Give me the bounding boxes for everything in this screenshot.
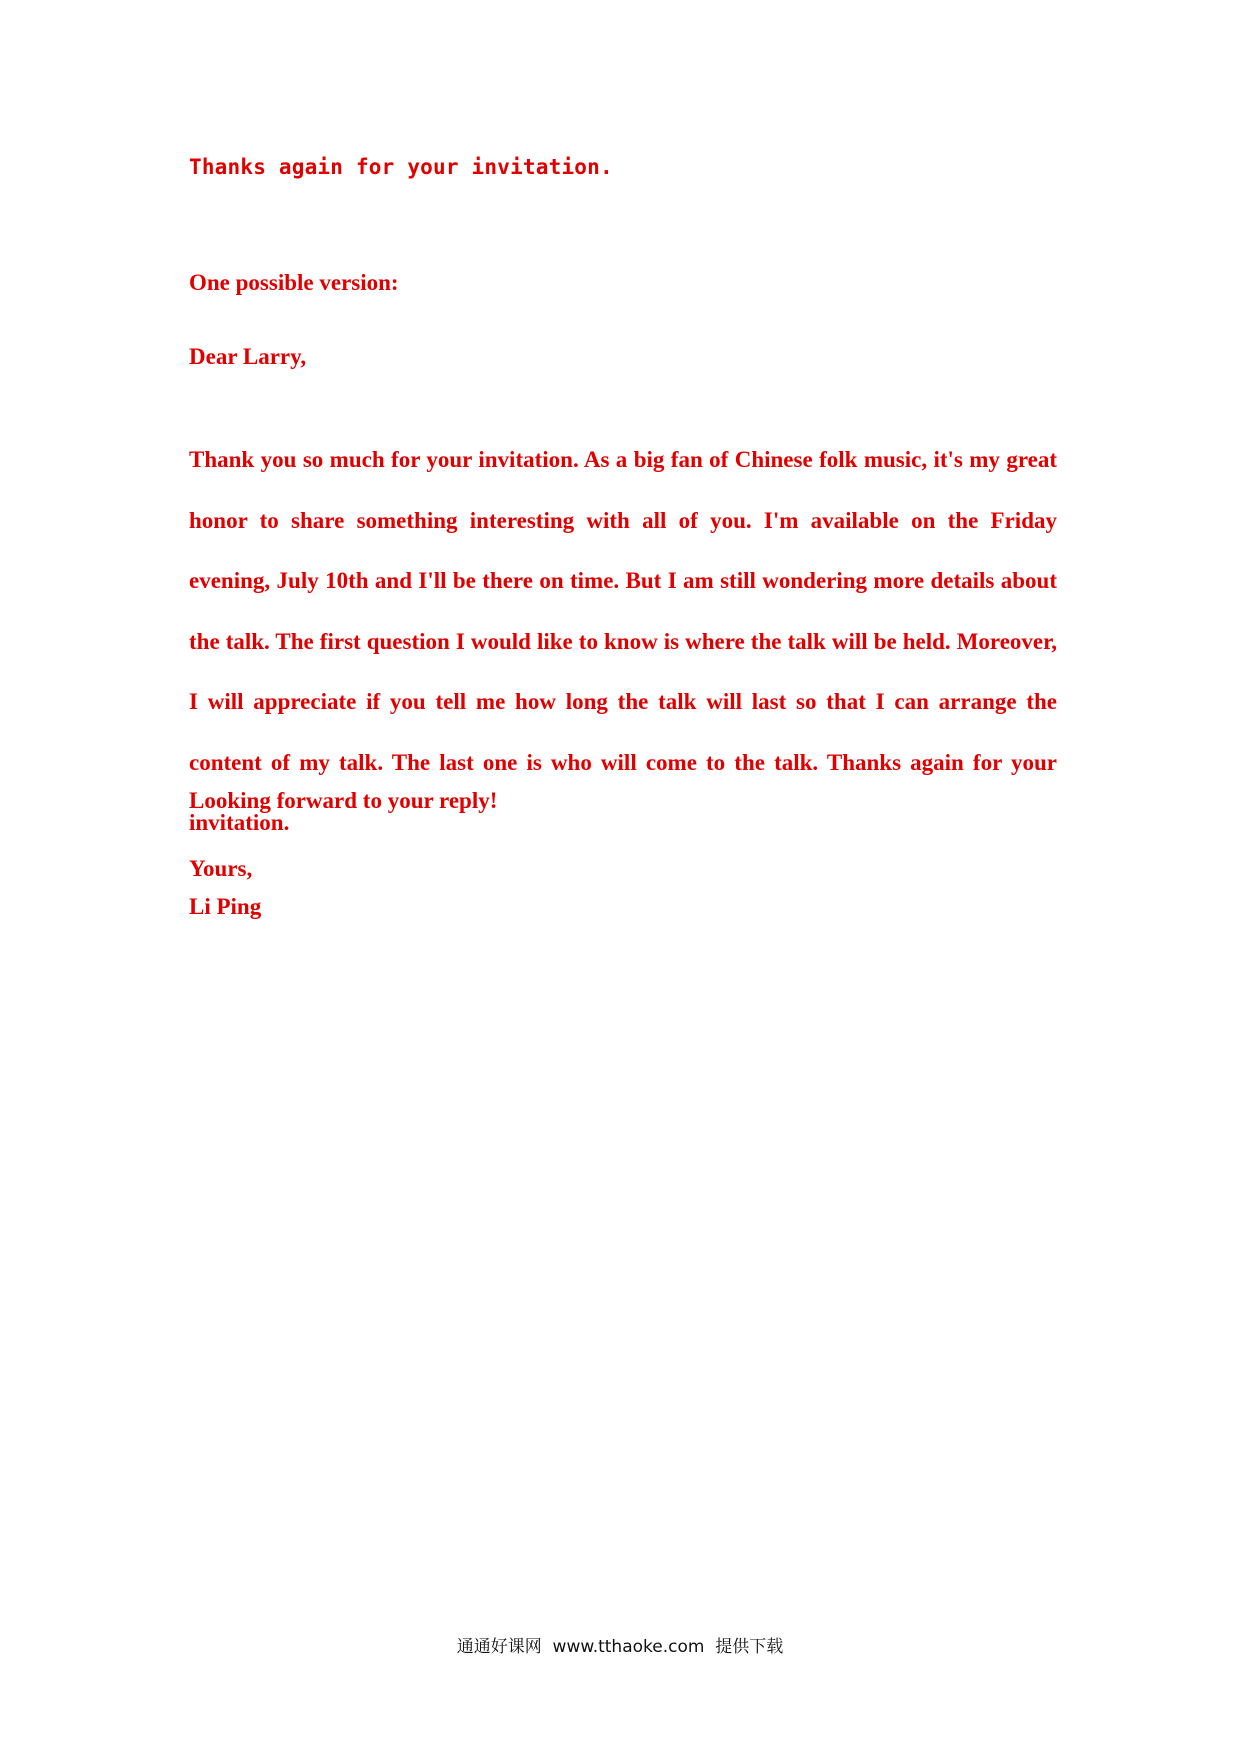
version-heading: One possible version: [189, 270, 399, 295]
letter-signature: Li Ping [189, 894, 262, 919]
letter-signoff: Yours, [189, 856, 253, 881]
letter-closing: Looking forward to your reply! [189, 788, 498, 813]
page-footer: 通通好课网 www.tthaoke.com 提供下载 [456, 1637, 784, 1657]
top-line: Thanks again for your invitation. [189, 155, 613, 179]
letter-body: Thank you so much for your invitation. As a big fan of Chinese folk music, it's my great honor to share something interesting with all of you. I'm available on the Friday evening, July 10th and I'll be there on time. But I am still wondering more details about the talk. The first question I would like to know is where the talk will be held. Moreover, I will appreciate if you tell me how long the talk will last so that I can arrange the content of my talk. The last one is who will come to the talk. Thanks again for your invitation. [189, 447, 1057, 835]
letter-greeting: Dear Larry, [189, 344, 307, 369]
